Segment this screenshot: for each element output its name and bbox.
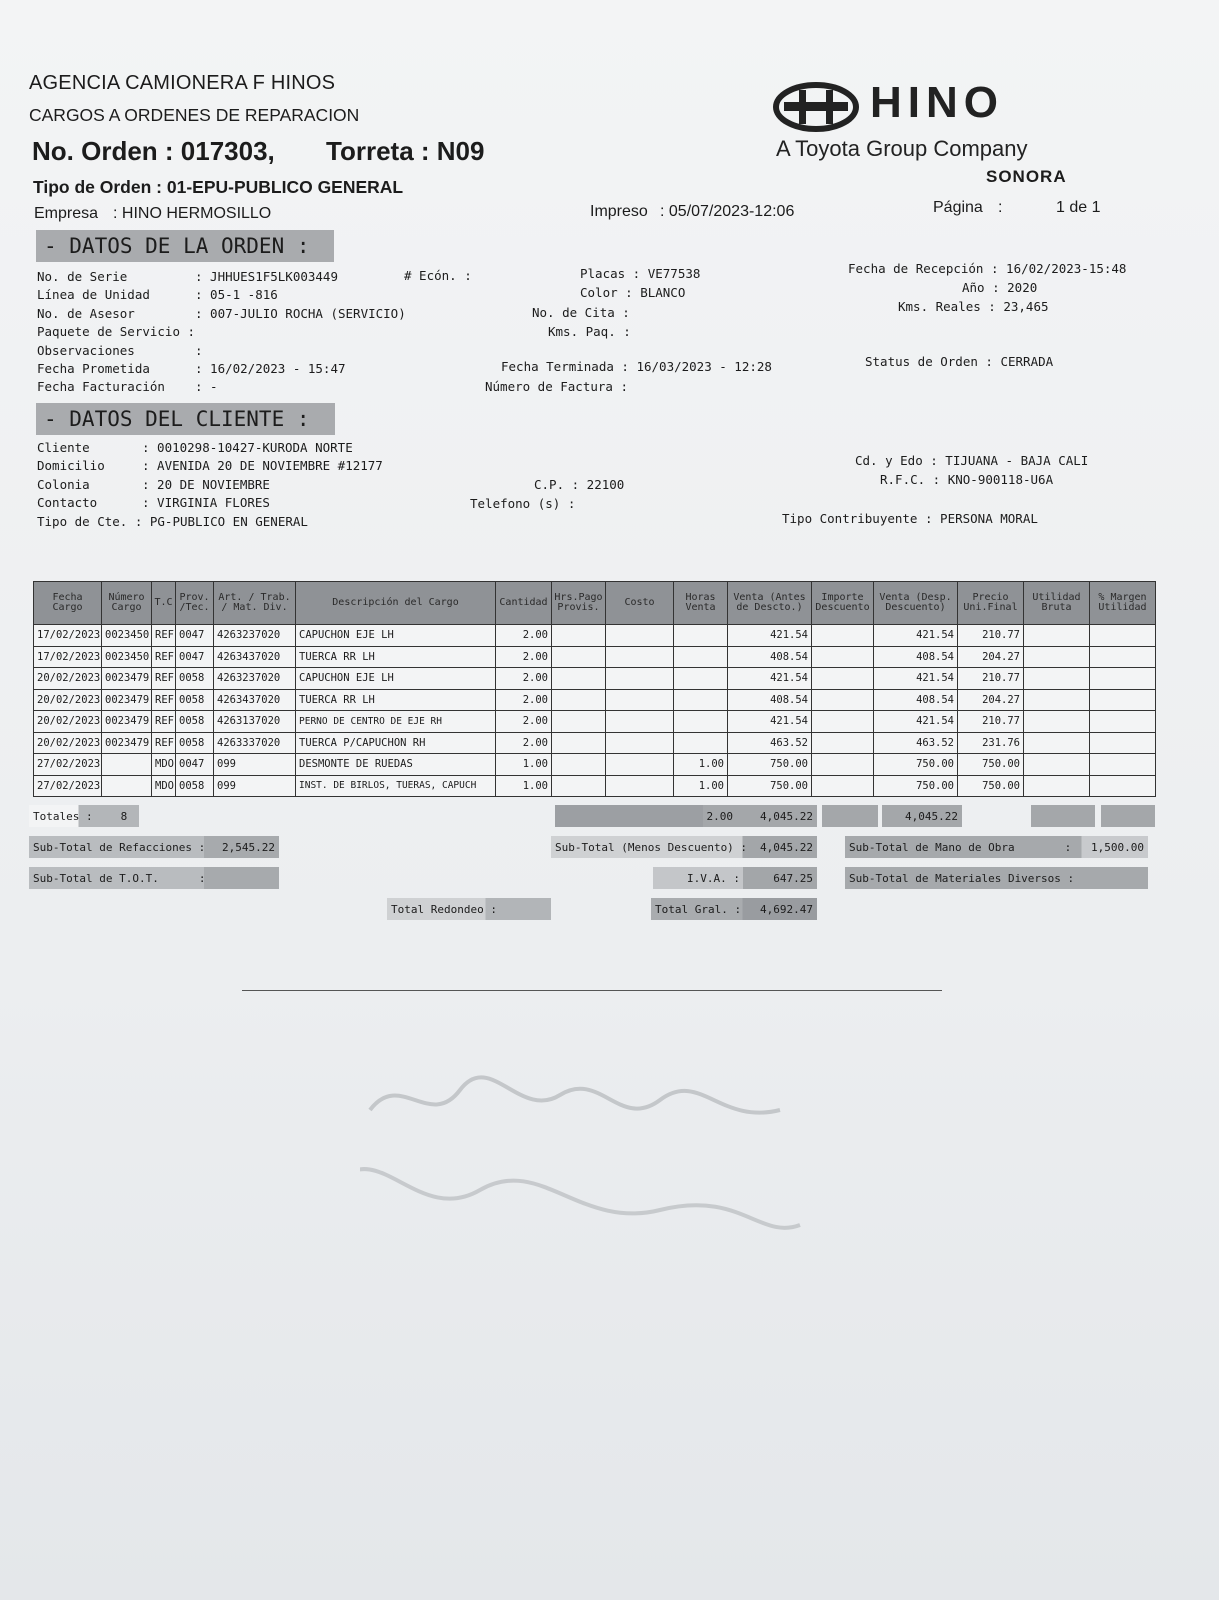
table-cell: [606, 646, 674, 668]
table-cell: REF: [152, 689, 176, 711]
table-cell: [552, 646, 606, 668]
table-cell: [552, 754, 606, 776]
table-cell: 2.00: [496, 689, 552, 711]
order-field: [37, 268, 406, 286]
table-row: [34, 732, 1156, 754]
subtotal-menos-descuento: [551, 836, 817, 858]
table-cell: [606, 625, 674, 647]
table-cell: 20/02/2023: [34, 732, 102, 754]
order-field-value: : 16/02/2023 - 15:47: [195, 361, 346, 377]
table-cell: 2.00: [496, 668, 552, 690]
order-field-label: Observaciones: [37, 342, 135, 358]
printed-label: Impreso: [590, 203, 648, 220]
column-header: Prov. /Tec.: [176, 582, 214, 625]
table-cell: 0058: [176, 711, 214, 733]
order-number: No. Orden : 017303,: [32, 136, 275, 166]
table-cell: 27/02/2023: [34, 775, 102, 797]
table-cell: CAPUCHON EJE LH: [296, 668, 496, 690]
order-field-value: :: [195, 342, 203, 358]
table-cell: 421.54: [874, 625, 958, 647]
table-cell: [1090, 711, 1156, 733]
table-cell: [812, 625, 874, 647]
table-cell: 421.54: [728, 711, 812, 733]
table-cell: REF: [152, 625, 176, 647]
margen-total-block: [1101, 805, 1155, 827]
faint-handwriting-marks: [360, 1050, 820, 1270]
table-cell: 463.52: [728, 732, 812, 754]
table-cell: [1024, 711, 1090, 733]
column-header: Cantidad: [496, 582, 552, 625]
order-field-value: : JHHUES1F5LK003449: [195, 269, 338, 284]
table-cell: 750.00: [958, 754, 1024, 776]
refacciones-value: 2,545.22: [222, 840, 275, 854]
table-row: [34, 711, 1156, 733]
table-header-row: [34, 582, 1156, 625]
table-cell: 0047: [176, 625, 214, 647]
order-field: [37, 323, 406, 341]
tipo-contribuyente: Tipo Contribuyente : PERSONA MORAL: [782, 511, 1038, 526]
order-fields: [37, 268, 406, 397]
table-cell: 2.00: [496, 646, 552, 668]
table-cell: [674, 646, 728, 668]
table-cell: 0058: [176, 732, 214, 754]
tot-separator: :: [198, 871, 206, 885]
order-field-label: Paquete de Servicio :: [37, 324, 196, 340]
client-field-value: : VIRGINIA FLORES: [142, 495, 270, 511]
table-cell: 0023479: [102, 711, 152, 733]
table-cell: 210.77: [958, 625, 1024, 647]
table-cell: 0023479: [102, 732, 152, 754]
table-cell: 0023479: [102, 689, 152, 711]
table-cell: 408.54: [874, 646, 958, 668]
table-cell: 231.76: [958, 732, 1024, 754]
table-cell: [1090, 689, 1156, 711]
iva-label: I.V.A. :: [687, 871, 740, 885]
client-field: [37, 457, 383, 475]
iva-row: [653, 867, 817, 889]
table-cell: 1.00: [496, 775, 552, 797]
table-cell: [1090, 625, 1156, 647]
table-cell: 099: [214, 754, 296, 776]
menos-desc-label: Sub-Total (Menos Descuento) :: [555, 840, 748, 854]
subtotal-refacciones: [29, 836, 279, 858]
total-gral-value: 4,692.47: [760, 902, 813, 916]
total-gral-label: Total Gral. :: [655, 902, 742, 916]
table-cell: [102, 775, 152, 797]
kms-paq: Kms. Paq. :: [548, 324, 631, 339]
client-type: Tipo de Cte. : PG-PUBLICO EN GENERAL: [37, 513, 308, 529]
printed-value: : 05/07/2023-12:06: [660, 203, 795, 220]
table-cell: 27/02/2023: [34, 754, 102, 776]
table-cell: [552, 711, 606, 733]
rfc: R.F.C. : KNO-900118-U6A: [880, 472, 1054, 487]
table-cell: [812, 711, 874, 733]
table-cell: 0047: [176, 646, 214, 668]
table-cell: PERNO DE CENTRO DE EJE RH: [296, 711, 496, 733]
table-row: [34, 754, 1156, 776]
order-field-label: Línea de Unidad: [37, 287, 150, 303]
table-cell: [606, 668, 674, 690]
color: Color : BLANCO: [580, 285, 686, 300]
column-header: % Margen Utilidad: [1090, 582, 1156, 625]
table-cell: [1024, 689, 1090, 711]
table-cell: [552, 689, 606, 711]
table-cell: [1090, 668, 1156, 690]
table-cell: [1090, 754, 1156, 776]
table-cell: [1090, 646, 1156, 668]
table-cell: 0047: [176, 754, 214, 776]
codigo-postal: C.P. : 22100: [534, 477, 625, 492]
totals-count: 8: [120, 809, 128, 823]
table-cell: [674, 625, 728, 647]
table-row: [34, 775, 1156, 797]
order-field-value: : 007-JULIO ROCHA (SERVICIO): [195, 305, 406, 321]
column-header: Hrs.Pago Provis.: [552, 582, 606, 625]
table-cell: TUERCA RR LH: [296, 689, 496, 711]
table-cell: 750.00: [874, 754, 958, 776]
table-cell: 750.00: [728, 754, 812, 776]
table-cell: [812, 732, 874, 754]
order-field-label: Fecha Prometida: [37, 361, 150, 377]
subtotal-mano-obra: [845, 836, 1148, 858]
table-cell: 463.52: [874, 732, 958, 754]
client-field-value: : 0010298-10427-KURODA NORTE: [142, 440, 353, 455]
client-field-value: : 20 DE NOVIEMBRE: [142, 476, 270, 492]
descuento-total-block: [822, 805, 878, 827]
table-cell: TUERCA P/CAPUCHON RH: [296, 732, 496, 754]
table-body: [34, 625, 1156, 797]
table-cell: [552, 625, 606, 647]
client-field-value: : AVENIDA 20 DE NOVIEMBRE #12177: [142, 458, 383, 474]
charges-table: [33, 581, 1156, 797]
totals-gray-block: [555, 805, 703, 827]
total-redondeo-row: [387, 898, 551, 920]
table-cell: 408.54: [728, 689, 812, 711]
table-cell: 210.77: [958, 668, 1024, 690]
table-cell: [674, 689, 728, 711]
hino-brand-text: HINO: [870, 78, 1004, 127]
table-cell: 0058: [176, 668, 214, 690]
turret-number: Torreta : N09: [326, 136, 485, 166]
page-label: Página: [933, 199, 983, 216]
column-header: Horas Venta: [674, 582, 728, 625]
order-field-label: No. de Asesor: [37, 305, 135, 321]
column-header: T.C: [152, 582, 176, 625]
table-cell: 0058: [176, 775, 214, 797]
cita: No. de Cita :: [532, 305, 630, 320]
table-cell: 408.54: [728, 646, 812, 668]
table-cell: REF: [152, 732, 176, 754]
column-header: Utilidad Bruta: [1024, 582, 1090, 625]
materiales-label: Sub-Total de Materiales Diversos :: [849, 871, 1075, 885]
table-cell: 2.00: [496, 625, 552, 647]
order-field-label: No. de Serie: [37, 269, 128, 284]
table-cell: 408.54: [874, 689, 958, 711]
table-cell: [1090, 775, 1156, 797]
client-field-label: Contacto: [37, 495, 98, 511]
logo-region: SONORA: [986, 167, 1067, 186]
column-header: Precio Uni.Final: [958, 582, 1024, 625]
menos-desc-value: 4,045.22: [760, 840, 813, 854]
client-field: [37, 476, 383, 494]
table-cell: [812, 668, 874, 690]
table-cell: 17/02/2023: [34, 625, 102, 647]
venta-total: 4,045.22: [737, 805, 817, 827]
table-cell: 20/02/2023: [34, 668, 102, 690]
signature-line: [242, 990, 942, 991]
table-cell: [606, 689, 674, 711]
hino-emblem-icon: [772, 80, 862, 134]
order-section-title: - DATOS DE LA ORDEN :: [36, 230, 334, 262]
table-cell: REF: [152, 711, 176, 733]
table-cell: 20/02/2023: [34, 711, 102, 733]
table-cell: [674, 668, 728, 690]
placas: Placas : VE77538: [580, 266, 701, 281]
table-cell: MDO: [152, 775, 176, 797]
table-cell: 421.54: [728, 625, 812, 647]
total-general-row: [651, 898, 817, 920]
page-value: 1 de 1: [1056, 199, 1101, 216]
table-cell: [812, 754, 874, 776]
document-subtitle: CARGOS A ORDENES DE REPARACION: [29, 105, 360, 125]
table-cell: 099: [214, 775, 296, 797]
table-cell: [812, 689, 874, 711]
hino-logo: [772, 80, 1104, 134]
mano-obra-separator: :: [1064, 840, 1072, 854]
agency-name: AGENCIA CAMIONERA F HINOS: [29, 72, 336, 94]
totals-label: Totales :: [33, 809, 93, 823]
table-cell: MDO: [152, 754, 176, 776]
table-cell: [606, 775, 674, 797]
client-field-label: Colonia: [37, 476, 90, 492]
client-field-label: Domicilio: [37, 458, 105, 474]
anio: Año : 2020: [962, 280, 1038, 295]
table-cell: 0023450: [102, 625, 152, 647]
table-cell: 0023450: [102, 646, 152, 668]
table-cell: 750.00: [728, 775, 812, 797]
ciudad-estado: Cd. y Edo : TIJUANA - BAJA CALI: [855, 453, 1089, 468]
order-field-value: : -: [195, 379, 218, 395]
redondeo-label: Total Redondeo :: [391, 902, 497, 916]
table-row: [34, 625, 1156, 647]
table-cell: DESMONTE DE RUEDAS: [296, 754, 496, 776]
table-cell: 0023479: [102, 668, 152, 690]
table-cell: 2.00: [496, 711, 552, 733]
client-section-title: - DATOS DEL CLIENTE :: [36, 403, 335, 435]
tot-label: Sub-Total de T.O.T.: [33, 871, 159, 885]
order-field-label: Fecha Facturación: [37, 379, 165, 395]
table-cell: [1024, 668, 1090, 690]
telefono: Telefono (s) :: [470, 496, 576, 511]
table-cell: [552, 775, 606, 797]
fecha-terminada: Fecha Terminada : 16/03/2023 - 12:28: [501, 359, 772, 374]
subtotal-materiales: [845, 867, 1148, 889]
client-field: [37, 494, 383, 512]
table-cell: 4263137020: [214, 711, 296, 733]
mano-obra-label: Sub-Total de Mano de Obra: [849, 840, 1015, 854]
order-field-value: : 05-1 -816: [195, 287, 278, 303]
table-cell: 0058: [176, 689, 214, 711]
table-cell: [1024, 775, 1090, 797]
table-cell: 1.00: [674, 754, 728, 776]
table-cell: INST. DE BIRLOS, TUERAS, CAPUCH: [296, 775, 496, 797]
table-row: [34, 668, 1156, 690]
order-type: Tipo de Orden : 01-EPU-PUBLICO GENERAL: [33, 177, 404, 197]
econ-label: # Ecón. :: [404, 268, 472, 283]
table-cell: 4263337020: [214, 732, 296, 754]
table-cell: [1024, 646, 1090, 668]
table-cell: 204.27: [958, 646, 1024, 668]
column-header: Costo: [606, 582, 674, 625]
page-separator: :: [998, 199, 1003, 216]
table-cell: [1090, 732, 1156, 754]
column-header: Venta (Desp. Descuento): [874, 582, 958, 625]
order-field: [37, 305, 406, 323]
table-cell: 750.00: [874, 775, 958, 797]
table-cell: 1.00: [496, 754, 552, 776]
table-cell: 4263237020: [214, 625, 296, 647]
column-header: Descripción del Cargo: [296, 582, 496, 625]
company-label: Empresa: [34, 205, 99, 222]
table-cell: [674, 711, 728, 733]
table-cell: [1024, 625, 1090, 647]
table-cell: 421.54: [874, 668, 958, 690]
table-cell: 210.77: [958, 711, 1024, 733]
table-cell: REF: [152, 668, 176, 690]
company-value: : HINO HERMOSILLO: [113, 205, 272, 222]
refacciones-label: Sub-Total de Refacciones :: [33, 840, 206, 854]
table-row: [34, 646, 1156, 668]
table-cell: [1024, 754, 1090, 776]
table-cell: [674, 732, 728, 754]
table-cell: [552, 668, 606, 690]
table-cell: [1024, 732, 1090, 754]
table-cell: 421.54: [874, 711, 958, 733]
table-cell: [812, 775, 874, 797]
order-field: [37, 378, 406, 396]
table-cell: [606, 732, 674, 754]
column-header: Importe Descuento: [812, 582, 874, 625]
horas-total: 2.00: [703, 805, 737, 827]
totals-row-label: [29, 805, 139, 827]
mano-obra-value: 1,500.00: [1091, 840, 1144, 854]
order-field: [37, 286, 406, 304]
table-cell: 2.00: [496, 732, 552, 754]
table-cell: CAPUCHON EJE LH: [296, 625, 496, 647]
table-cell: 4263237020: [214, 668, 296, 690]
column-header: Número Cargo: [102, 582, 152, 625]
status-orden: Status de Orden : CERRADA: [865, 354, 1054, 369]
client-field: [37, 439, 383, 457]
table-cell: TUERCA RR LH: [296, 646, 496, 668]
table-row: [34, 689, 1156, 711]
client-field-label: Cliente: [37, 440, 90, 455]
table-cell: 421.54: [728, 668, 812, 690]
table-cell: 750.00: [958, 775, 1024, 797]
table-cell: 20/02/2023: [34, 689, 102, 711]
table-cell: [552, 732, 606, 754]
table-cell: [606, 711, 674, 733]
table-cell: REF: [152, 646, 176, 668]
utilidad-total-block: [1031, 805, 1095, 827]
column-header: Venta (Antes de Descto.): [728, 582, 812, 625]
iva-value: 647.25: [773, 871, 813, 885]
table-cell: 4263437020: [214, 689, 296, 711]
column-header: Art. / Trab. / Mat. Div.: [214, 582, 296, 625]
table-cell: 204.27: [958, 689, 1024, 711]
table-cell: 1.00: [674, 775, 728, 797]
table-cell: 17/02/2023: [34, 646, 102, 668]
client-fields: [37, 439, 383, 531]
column-header: Fecha Cargo: [34, 582, 102, 625]
fecha-recepcion: Fecha de Recepción : 16/02/2023-15:48: [848, 261, 1127, 276]
numero-factura: Número de Factura :: [485, 379, 628, 394]
order-field: [37, 360, 406, 378]
table-cell: [606, 754, 674, 776]
kms-reales: Kms. Reales : 23,465: [898, 299, 1049, 314]
venta-desc-total: 4,045.22: [882, 805, 962, 827]
logo-tagline: A Toyota Group Company: [776, 136, 1028, 161]
table-cell: [102, 754, 152, 776]
subtotal-tot: [29, 867, 279, 889]
table-cell: [812, 646, 874, 668]
order-field: [37, 342, 406, 360]
table-cell: 4263437020: [214, 646, 296, 668]
